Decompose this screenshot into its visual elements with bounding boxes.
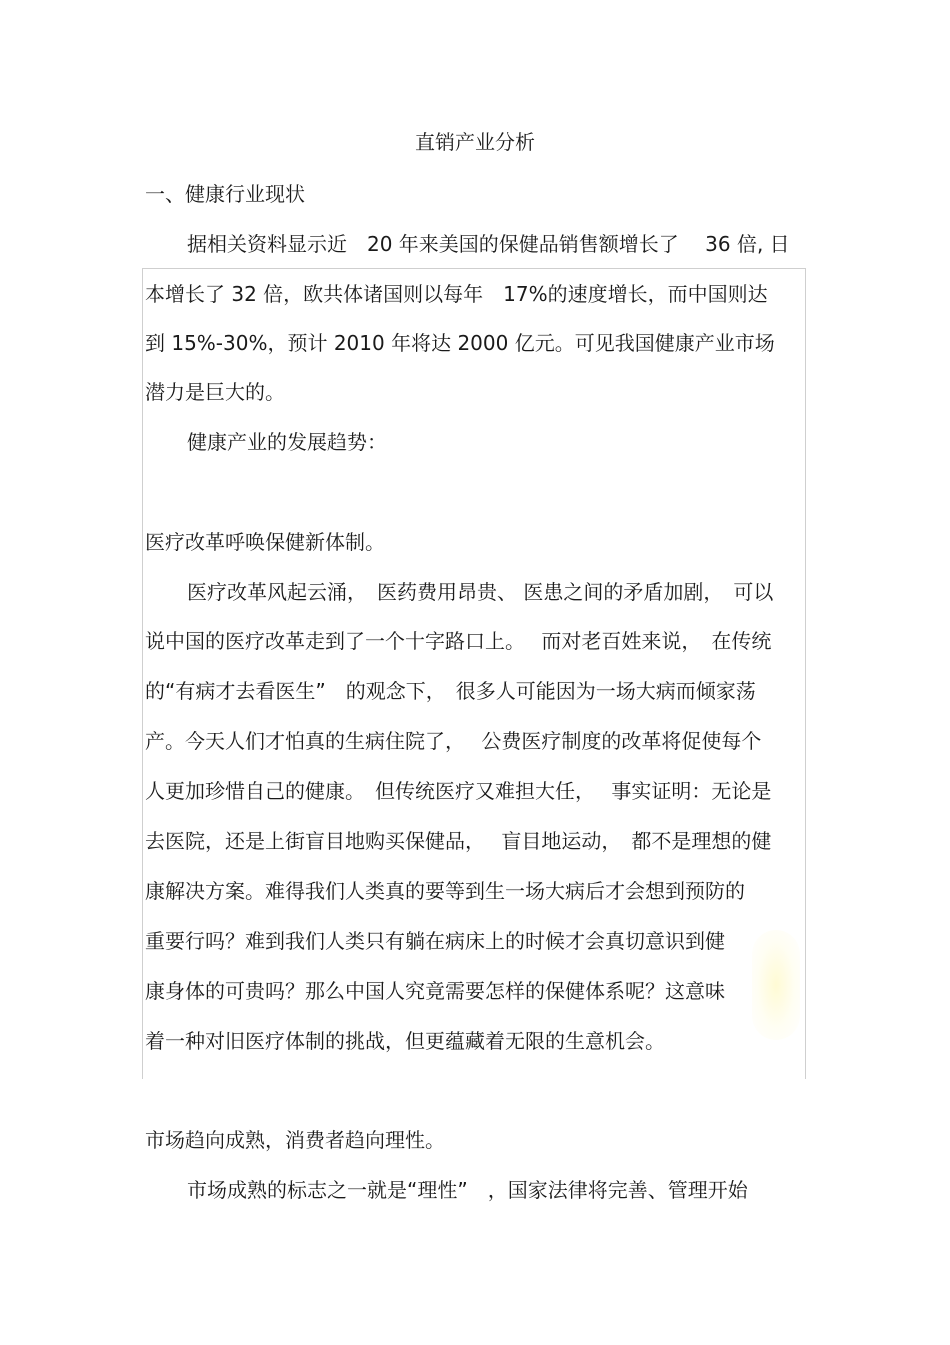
paragraph-line: 说中国的医疗改革走到了一个十字路口上。 而对老百姓来说， 在传统 (145, 629, 772, 653)
paragraph-line: 市场成熟的标志之一就是“理性” ，国家法律将完善、管理开始 (187, 1178, 748, 1202)
paragraph-line: 去医院，还是上街盲目地购买保健品， 盲目地运动， 都不是理想的健 (145, 829, 772, 853)
paragraph-line: 医疗改革风起云涌， 医药费用昂贵、 医患之间的矛盾加剧， 可以 (187, 580, 774, 604)
paragraph-line: 重要行吗？难到我们人类只有躺在病床上的时候才会真切意识到健 (145, 929, 725, 953)
paragraph-line: 潜力是巨大的。 (145, 380, 285, 404)
paragraph-line: 康身体的可贵吗？那么中国人究竟需要怎样的保健体系呢？这意味 (145, 979, 725, 1003)
document-title: 直销产业分析 (415, 130, 535, 154)
paragraph-line: 人更加珍惜自己的健康。 但传统医疗又难担大任， 事实证明：无论是 (145, 779, 772, 803)
paragraph-line: 本增长了 32 倍，欧共体诸国则以每年 17%的速度增长，而中国则达 (145, 282, 768, 306)
paragraph-line: 据相关资料显示近 20 年来美国的保健品销售额增长了 36 倍, 日 (187, 232, 790, 256)
paragraph-line: 产。今天人们才怕真的生病住院了， 公费医疗制度的改革将促使每个 (145, 729, 762, 753)
trend-heading: 健康产业的发展趋势： (187, 430, 387, 454)
paragraph-line: 的“有病才去看医生” 的观念下， 很多人可能因为一场大病而倾家荡 (145, 679, 756, 703)
subheading-market-maturity: 市场趋向成熟，消费者趋向理性。 (145, 1128, 445, 1152)
subheading-medical-reform: 医疗改革呼唤保健新体制。 (145, 530, 385, 554)
paragraph-line: 康解决方案。难得我们人类真的要等到生一场大病后才会想到预防的 (145, 879, 745, 903)
section-heading-health-industry: 一、健康行业现状 (145, 182, 305, 206)
paragraph-line: 到 15%-30%，预计 2010 年将达 2000 亿元。可见我国健康产业市场 (145, 331, 775, 355)
paragraph-line: 着一种对旧医疗体制的挑战，但更蕴藏着无限的生意机会。 (145, 1029, 665, 1053)
